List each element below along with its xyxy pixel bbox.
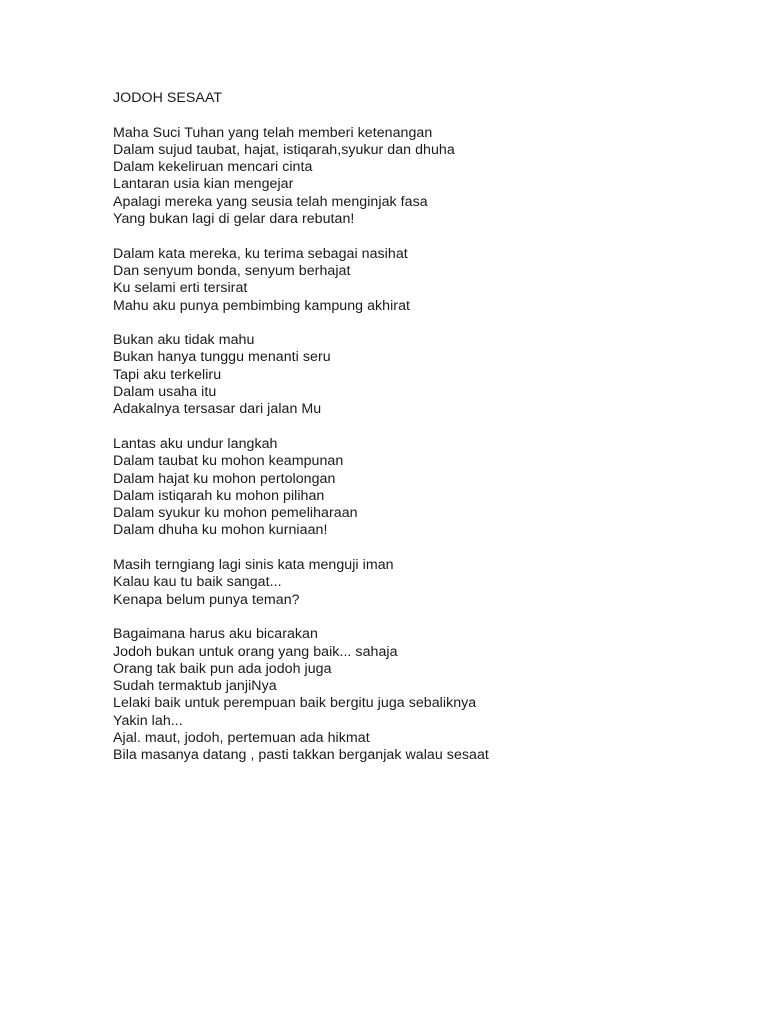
poem-line: Dalam dhuha ku mohon kurniaan! [113,522,328,539]
poem-line: Dalam istiqarah ku mohon pilihan [113,487,325,504]
poem-line: Lelaki baik untuk perempuan baik bergitu juga sebaliknya [113,695,477,712]
stanza-5 [113,557,733,609]
poem-line: Ku selami erti tersirat [113,280,248,297]
poem-line: Ajal. maut, jodoh, pertemuan ada hikmat [113,729,370,746]
poem-line: Orang tak baik pun ada jodoh juga [113,660,332,677]
stanza-1 [113,125,733,229]
poem-line: Tapi aku terkeliru [113,366,222,383]
stanza-3 [113,332,733,418]
poem-line: Kalau kau tu baik sangat... [113,574,282,591]
poem-line: Lantas aku undur langkah [113,435,278,452]
poem [113,90,733,782]
poem-line: Dalam sujud taubat, hajat, istiqarah,syukur dan dhuha [113,141,455,158]
poem-title: JODOH SESAAT [113,90,223,106]
poem-line: Apalagi mereka yang seusia telah menginjak fasa [113,193,428,210]
poem-line: Masih terngiang lagi sinis kata menguji iman [113,557,394,574]
poem-line: Dalam usaha itu [113,384,217,401]
poem-line: Jodoh bukan untuk orang yang baik... sahaja [113,643,398,660]
poem-line: Adakalnya tersasar dari jalan Mu [113,401,322,418]
poem-line: Bila masanya datang , pasti takkan berganjak walau sesaat [113,747,489,764]
poem-line: Bukan aku tidak mahu [113,332,255,349]
poem-line: Bukan hanya tunggu menanti seru [113,349,331,366]
stanza-4 [113,436,733,540]
poem-line: Dan senyum bonda, senyum berhajat [113,262,351,279]
poem-line: Yakin lah... [113,712,183,729]
poem-line: Maha Suci Tuhan yang telah memberi ketenangan [113,124,433,141]
poem-line: Dalam syukur ku mohon pemeliharaan [113,505,358,522]
poem-line: Bagaimana harus aku bicarakan [113,626,318,643]
stanza-2 [113,246,733,315]
poem-line: Sudah termaktub janjiNya [113,678,277,695]
stanza-6 [113,626,733,764]
poem-line: Lantaran usia kian mengejar [113,176,294,193]
poem-line: Mahu aku punya pembimbing kampung akhirat [113,297,411,314]
poem-line: Yang bukan lagi di gelar dara rebutan! [113,211,355,228]
poem-line: Dalam kekeliruan mencari cinta [113,159,313,176]
poem-line: Dalam taubat ku mohon keampunan [113,453,344,470]
poem-line: Kenapa belum punya teman? [113,591,300,608]
poem-line: Dalam kata mereka, ku terima sebagai nasihat [113,245,408,262]
poem-line: Dalam hajat ku mohon pertolongan [113,470,336,487]
